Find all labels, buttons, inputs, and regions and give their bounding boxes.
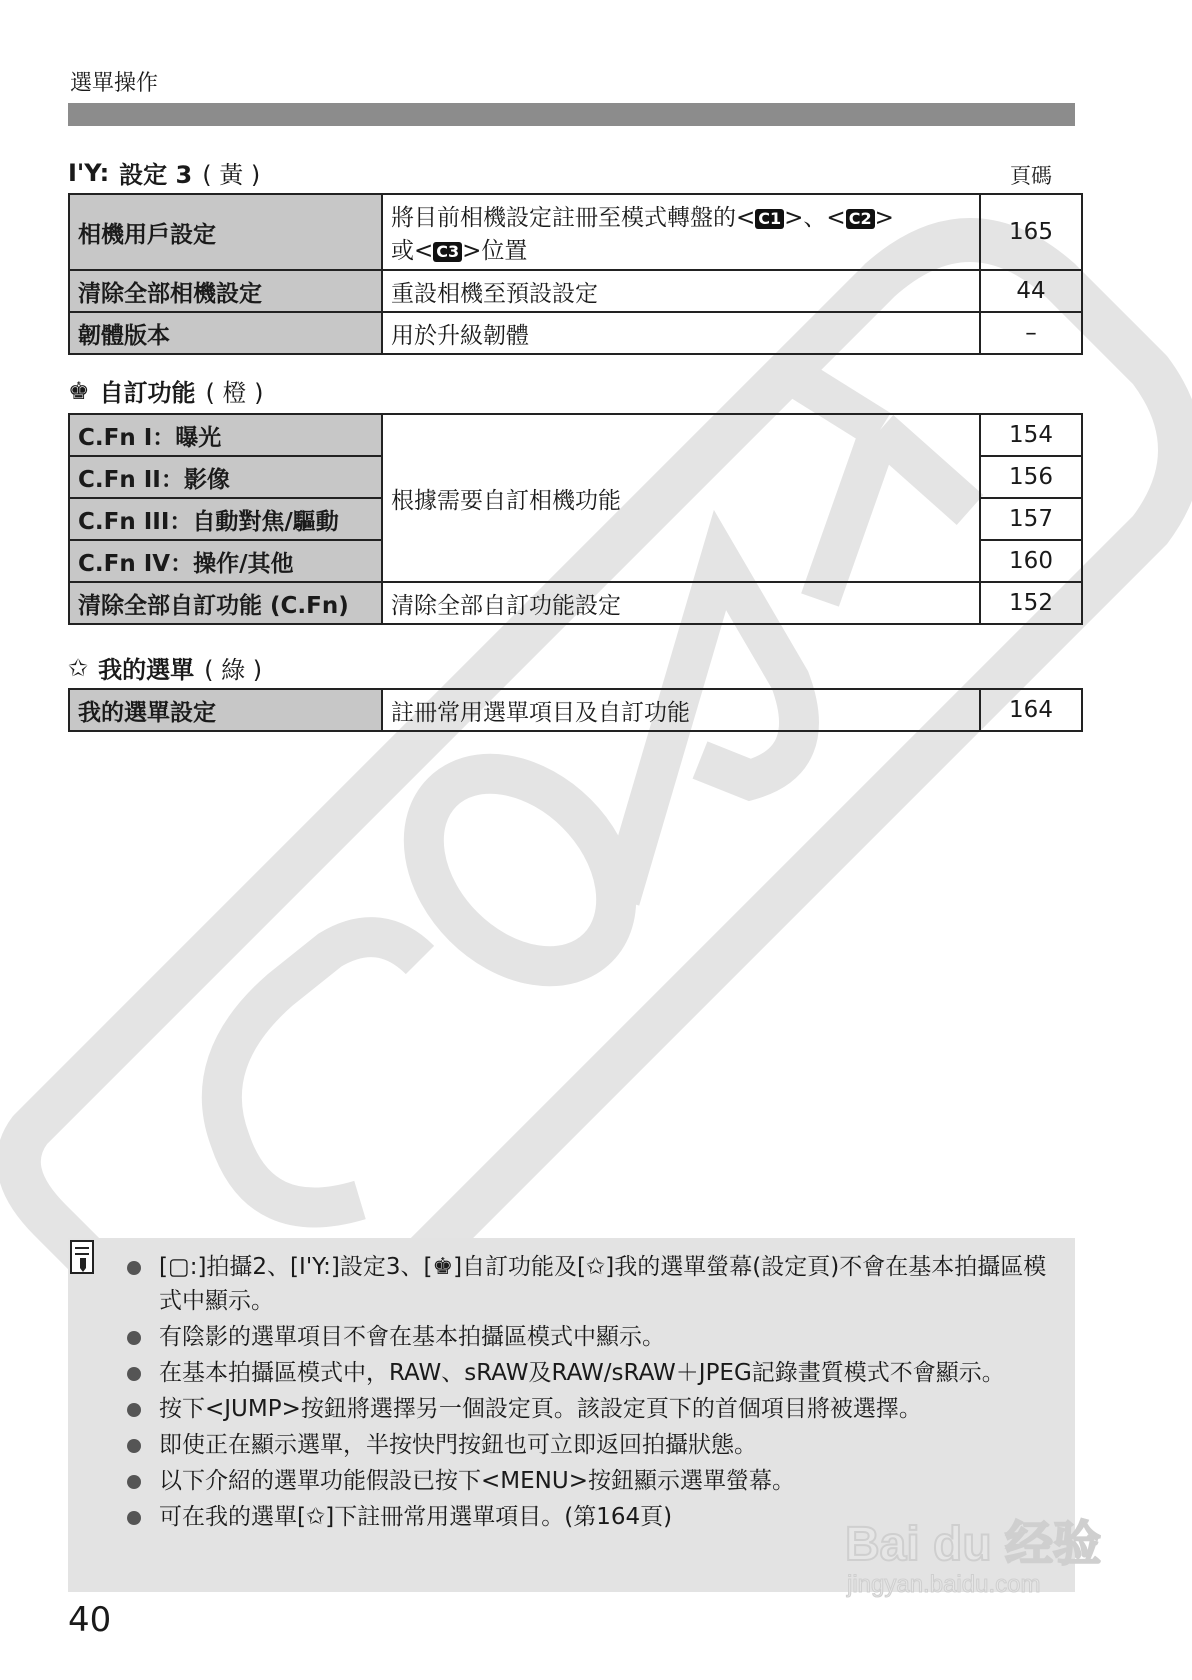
menu-item-page: 44 — [980, 270, 1082, 312]
c3-mode-icon: C3 — [433, 242, 462, 262]
table-row — [69, 414, 1082, 456]
list-item: 可在我的選單[✩]下註冊常用選單項目。(第164頁) — [125, 1500, 1065, 1534]
menu-item-page: 154 — [980, 414, 1082, 456]
menu-item-name: C.Fn I：曝光 — [69, 414, 382, 456]
page-column-label: 頁碼 — [1010, 164, 1052, 188]
list-item: 在基本拍攝區模式中，RAW、sRAW及RAW/sRAW＋JPEG記錄畫質模式不會顯示。 — [125, 1356, 1065, 1390]
header-title: 選單操作 — [70, 71, 159, 96]
menu-item-page: 160 — [980, 540, 1082, 582]
table-row — [69, 312, 1082, 354]
header-bar — [68, 103, 1075, 126]
section-title: 設定 3 — [119, 161, 193, 189]
section-color-label: ( 橙 ) — [205, 379, 264, 407]
my-menu-star-icon: ✩ — [68, 653, 89, 682]
settings3-table — [68, 193, 1083, 355]
notes-list — [125, 1250, 1065, 1536]
table-row — [69, 689, 1082, 731]
table-row — [69, 194, 1082, 270]
menu-item-desc: 清除全部自訂功能設定 — [382, 582, 980, 624]
menu-item-name: C.Fn IV：操作/其他 — [69, 540, 382, 582]
menu-item-desc: 重設相機至預設設定 — [382, 270, 980, 312]
note-pencil-icon — [70, 1240, 94, 1274]
c1-mode-icon: C1 — [755, 209, 784, 229]
menu-item-name: 清除全部自訂功能 (C.Fn) — [69, 582, 382, 624]
section-settings3-heading — [68, 155, 260, 190]
watermark-url-text: jingyan.baidu.com — [847, 1571, 1041, 1598]
my-menu-table — [68, 688, 1083, 732]
menu-item-desc: 將目前相機設定註冊至模式轉盤的< C1 >、< C2 > 或< C3 >位置 — [382, 194, 980, 270]
menu-item-page: 164 — [980, 689, 1082, 731]
menu-item-page: 157 — [980, 498, 1082, 540]
section-color-label: ( 黃 ) — [202, 161, 261, 189]
menu-item-page: 156 — [980, 456, 1082, 498]
section-title: 自訂功能 — [99, 379, 196, 407]
section-color-label: ( 綠 ) — [204, 656, 263, 684]
menu-item-name: 我的選單設定 — [69, 689, 382, 731]
section-title: 我的選單 — [98, 656, 195, 684]
menu-item-desc: 註冊常用選單項目及自訂功能 — [382, 689, 980, 731]
baidu-jingyan-watermark-logo — [845, 1505, 1145, 1605]
list-item: 按下<JUMP>按鈕將選擇另一個設定頁。該設定頁下的首個項目將被選擇。 — [125, 1392, 1065, 1426]
menu-item-desc: 用於升級韌體 — [382, 312, 980, 354]
menu-item-page: 165 — [980, 194, 1082, 270]
camera-custom-function-icon: ♚ — [68, 376, 90, 405]
list-item: 以下介紹的選單功能假設已按下<MENU>按鈕顯示選單螢幕。 — [125, 1464, 1065, 1498]
section-custom-functions-heading — [68, 373, 264, 408]
menu-item-name: C.Fn II：影像 — [69, 456, 382, 498]
custom-functions-table — [68, 413, 1083, 625]
list-item: 即使正在顯示選單，半按快門按鈕也可立即返回拍攝狀態。 — [125, 1428, 1065, 1462]
watermark-logo-text: Bai du 经验 — [845, 1518, 1102, 1571]
list-item: 有陰影的選單項目不會在基本拍攝區模式中顯示。 — [125, 1320, 1065, 1354]
menu-item-name: 韌體版本 — [69, 312, 382, 354]
c2-mode-icon: C2 — [846, 209, 875, 229]
menu-item-name: 清除全部相機設定 — [69, 270, 382, 312]
page-number: 40 — [68, 1600, 112, 1640]
menu-item-page: – — [980, 312, 1082, 354]
list-item: [▢:]拍攝2、[I'Y:]設定3、[♚]自訂功能及[✩]我的選單螢幕(設定頁)不會在基本拍攝區模式中顯示。 — [125, 1250, 1065, 1318]
table-row — [69, 270, 1082, 312]
merged-desc: 根據需要自訂相機功能 — [382, 414, 980, 582]
wrench-settings-icon: I'Y: — [68, 158, 110, 187]
menu-item-name: 相機用戶設定 — [69, 194, 382, 270]
section-my-menu-heading — [68, 650, 262, 685]
table-row — [69, 582, 1082, 624]
menu-item-page: 152 — [980, 582, 1082, 624]
menu-item-name: C.Fn III：自動對焦/驅動 — [69, 498, 382, 540]
